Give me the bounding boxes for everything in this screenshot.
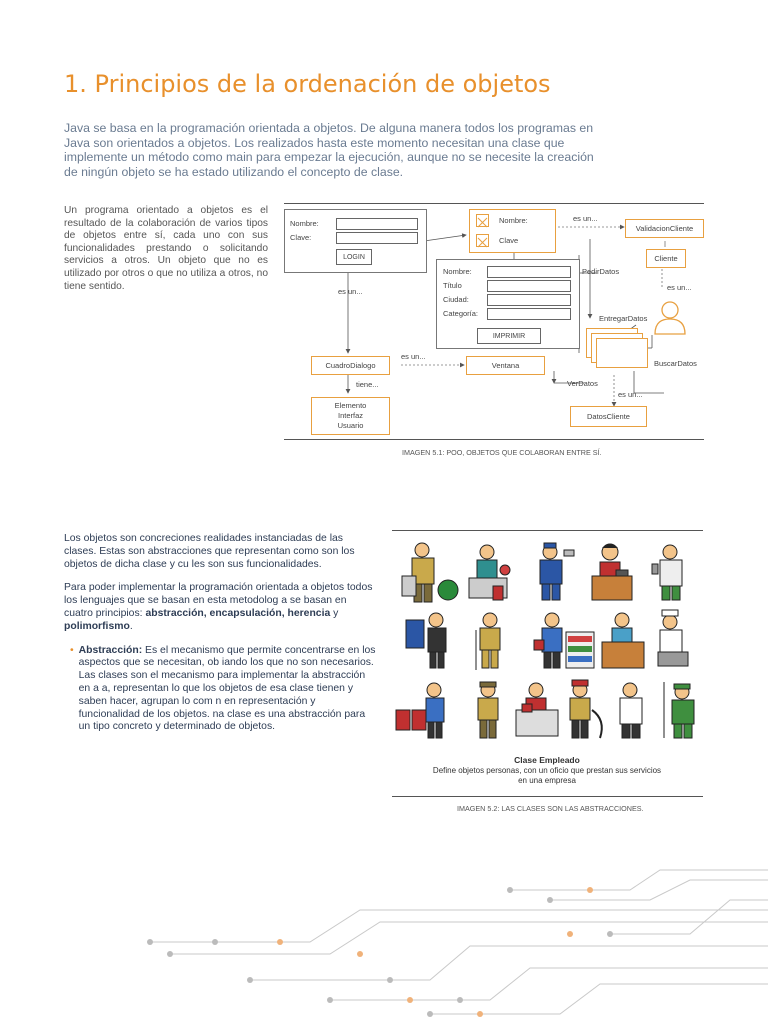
section2-text xyxy=(64,533,378,734)
ventana-box: Ventana xyxy=(466,356,545,375)
login-clave-label: Clave: xyxy=(290,233,312,242)
es-un-label: es un... xyxy=(401,352,426,361)
abstraccion-bullet xyxy=(64,645,378,735)
employees-illustration xyxy=(392,538,703,748)
page-title: 1. Principios de la ordenación de objetos xyxy=(64,70,551,98)
object-nombre-label: Nombre: xyxy=(499,216,528,225)
figure2-bottom-rule xyxy=(392,796,703,797)
es-un-label: es un... xyxy=(618,390,643,399)
figure1-caption: IMAGEN 5.1: POO, OBJETOS QUE COLABORAN ENTRE SÍ. xyxy=(402,448,602,457)
entregar-datos-label: EntregarDatos xyxy=(599,314,648,323)
principios-intro: Para poder implementar la programación orientada a objetos todos los lenguajes que se basan en esta metodolog a se basan en cuatro principios: xyxy=(64,582,373,619)
login-nombre-label: Nombre: xyxy=(290,219,319,228)
employee-class-title: Clase Empleado xyxy=(514,755,580,765)
form-categoria-label: Categoría: xyxy=(443,309,479,318)
collaboration-paragraph: Un programa orientado a objetos es el resultado de la colaboración de varios tipos de objetos entre sí, cada uno con sus funcionalidades prestando o solicitando servicios a otros. Un objeto que no es utilizado por otros o que no utiliza a otros, no tiene sentido. xyxy=(64,205,268,292)
intro-paragraph: Java se basa en la programación orientada a objetos. De alguna manera todos los programas en Java son orientados a objetos. Los realizados hasta este momento necesitan una clase que implemente un método como main para empezar la ejecución, aunque no se necesite la creación de ningún objeto se ha estado utilizando el concepto de clase. xyxy=(64,121,594,179)
form-ciudad-field xyxy=(487,294,571,306)
elemento-text: Elemento xyxy=(334,401,367,410)
principios-bold-1: abstracción, encapsulación, herencia xyxy=(145,607,331,619)
usuario-text: Usuario xyxy=(337,421,364,430)
abstraccion-body: Es el mecanismo que permite concentrarse en los aspectos que se necesitan, ob iando los que no son necesarios. Las clases son el mecanismo para implementar la abstracción en a a, representan lo que los objetos de esa clase tienen y saben hacer, agrupan lo com n en representación y funcionalidad de los objetos. na clase es una abstracción para un tipo concreto y determinado de objetos. xyxy=(78,644,376,733)
principios-and: y xyxy=(330,607,339,619)
concreciones-paragraph: Los objetos son concreciones realidades instanciadas de las clases. Estas son abstracciones que representan como son los objetos de dicha clase y cu les son sus funcionalidades. xyxy=(64,533,355,570)
login-nombre-field xyxy=(336,218,418,230)
form-ciudad-label: Ciudad: xyxy=(443,295,469,304)
x-icon xyxy=(476,234,489,247)
pedir-datos-label: PedirDatos xyxy=(582,267,620,276)
cliente-box: Cliente xyxy=(646,249,686,268)
datos-cliente-box: DatosCliente xyxy=(570,406,647,427)
form-nombre-label: Nombre: xyxy=(443,267,472,276)
imprimir-button: IMPRIMIR xyxy=(477,328,541,344)
person-icon xyxy=(652,298,688,336)
validacion-cliente-box: ValidacionCliente xyxy=(625,219,704,238)
buscar-datos-label: BuscarDatos xyxy=(654,359,697,368)
bullet-dot: • xyxy=(70,644,74,656)
form-categoria-field xyxy=(487,308,571,320)
row2 xyxy=(406,610,688,670)
principios-paragraph xyxy=(64,582,378,633)
es-un-label: es un... xyxy=(338,287,363,296)
x-icon xyxy=(476,214,489,227)
figure1-bottom-rule xyxy=(284,439,704,440)
employee-class-description: Define objetos personas, con un oficio que prestan sus servicios en una empresa xyxy=(432,766,662,785)
abstraccion-heading: Abstracción: xyxy=(78,644,143,656)
abstraccion-text xyxy=(79,645,378,735)
form-titulo-label: Título xyxy=(443,281,462,290)
ver-datos-label: VerDatos xyxy=(567,379,598,388)
es-un-label: es un... xyxy=(573,214,598,223)
principios-bold-2: polimorfismo xyxy=(64,620,130,632)
es-un-label: es un... xyxy=(667,283,692,292)
form-titulo-field xyxy=(487,280,571,292)
interfaz-text: Interfaz xyxy=(337,411,363,420)
principios-end: . xyxy=(129,620,133,632)
figure2-caption: IMAGEN 5.2: LAS CLASES SON LAS ABSTRACCIONES. xyxy=(457,804,644,813)
login-clave-field xyxy=(336,232,418,244)
row1 xyxy=(402,543,682,602)
tiene-label: tiene... xyxy=(356,380,379,389)
login-button: LOGIN xyxy=(336,249,372,265)
circuit-decoration xyxy=(130,850,768,1024)
elemento-interfaz-usuario-box xyxy=(311,397,390,435)
stacked-box xyxy=(596,338,648,368)
form-nombre-field xyxy=(487,266,571,278)
row3 xyxy=(396,680,694,738)
figure2-top-rule xyxy=(392,530,703,531)
cuadro-dialogo-box: CuadroDialogo xyxy=(311,356,390,375)
object-clave-label: Clave xyxy=(499,236,519,245)
